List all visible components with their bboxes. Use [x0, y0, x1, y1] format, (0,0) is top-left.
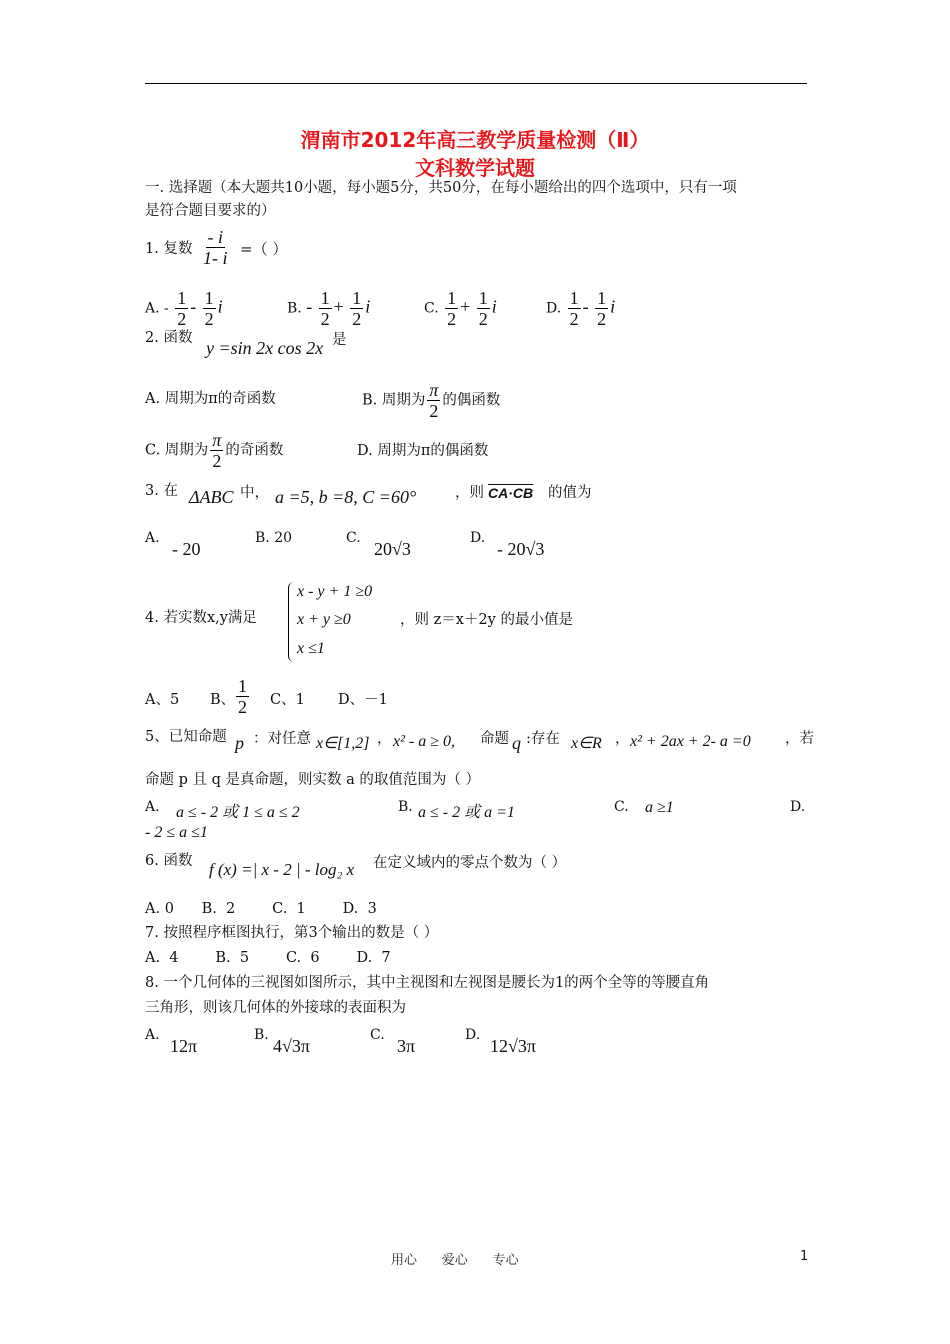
q3-option-a-label: A. [145, 530, 160, 546]
q2-option-c: C. 周期为 $\frac{\pi}{2}$ 的奇函数 [145, 430, 284, 471]
q5-option-c-label: C. [614, 799, 629, 815]
q4-option-d: D、－1 [338, 692, 388, 708]
q5-option-b-value: a ≤ - 2 或 a =1 [418, 804, 515, 821]
q4-stem: 4. 若实数x,y满足 [145, 610, 257, 626]
q5-comma-2: ， [615, 731, 630, 747]
q3-option-d-label: D. [470, 530, 486, 546]
q1-option-b: B. - $\frac{1}{2}$ + $\frac{1}{2}$ i [287, 288, 371, 329]
q5-p: p [235, 733, 244, 753]
q5-text-3: :存在 [526, 731, 560, 747]
header-rule [145, 83, 807, 84]
q8-option-c-value: 3π [397, 1036, 416, 1056]
q5-option-b-label: B. [398, 799, 413, 815]
q2-option-b: B. 周期为 $\frac{\pi}{2}$ 的偶函数 [362, 380, 501, 421]
exam-title: 渭南市2012年高三教学质量检测（Ⅱ） [300, 128, 650, 152]
q5-line-2: 命题 p 且 q 是真命题，则实数 a 的取值范围为（ ） [145, 772, 480, 788]
q1-stem: 1. 复数 [145, 241, 193, 257]
q3-option-b: B. 20 [255, 530, 293, 546]
q3-triangle: ΔABC [189, 487, 234, 507]
q1-fraction: $\frac{- i}{1- i}$ [203, 227, 228, 268]
q8-option-b-value: 4√3π [273, 1036, 310, 1056]
q5-comma: ， [377, 731, 392, 747]
q5-option-c-value: a ≥1 [645, 799, 674, 816]
q8-option-d-label: D. [465, 1027, 481, 1043]
q5-q: q [512, 733, 521, 753]
q3-mid: 中， [240, 485, 269, 501]
page-number: 1 [800, 1249, 809, 1264]
q2-stem: 2. 函数 [145, 330, 193, 346]
q4-tail: ，则 z＝x＋2y 的最小值是 [400, 612, 573, 628]
q5-option-a-label: A. [145, 799, 160, 815]
q6-tail: 在定义域内的零点个数为（ ） [373, 855, 567, 871]
q3-option-d-value: - 20√3 [497, 539, 545, 559]
q8-option-c-label: C. [370, 1027, 385, 1043]
q1-tail: =（ ） [240, 240, 288, 258]
q3-option-c-value: 20√3 [374, 539, 411, 559]
q3-tail: 的值为 [548, 485, 592, 501]
q4-option-b-label: B、 [210, 692, 236, 708]
q5-option-d-label: D. [790, 799, 806, 815]
q5-text-1: ：对任意 [253, 731, 311, 747]
q1-option-c: C. $\frac{1}{2}$ + $\frac{1}{2}$ i [424, 288, 497, 329]
q5-cond-3: x∈R [571, 735, 602, 752]
q8-option-d-value: 12√3π [490, 1036, 536, 1056]
q3-vector-product: CA·CB [488, 485, 534, 501]
q1-option-a: A. - $\frac{1}{2}$ - $\frac{1}{2}$ i [145, 288, 223, 329]
q2-option-a: A. 周期为π的奇函数 [145, 391, 276, 407]
section-instructions-2: 是符合题目要求的） [145, 203, 276, 219]
q8-line-2: 三角形，则该几何体的外接球的表面积为 [145, 1000, 406, 1016]
page-footer: 用心 爱心 专心 [391, 1253, 519, 1268]
q3-stem: 3. 在 [145, 483, 178, 499]
q3-then: ，则 [455, 485, 484, 501]
q6-options: A. 0 B. 2 C. 1 D. 3 [145, 901, 377, 917]
q4-option-a: A、5 [145, 692, 180, 708]
q4-option-b-value: $\frac{1}{2}$ [238, 676, 247, 717]
q4-brace [288, 582, 297, 662]
q5-text-2: 命题 [480, 731, 509, 747]
q8-option-a-label: A. [145, 1027, 160, 1043]
q5-cond-2: x² - a ≥ 0, [393, 733, 456, 750]
q4-constraint-1: x - y + 1 ≥0 [297, 583, 373, 600]
q6-stem: 6. 函数 [145, 853, 193, 869]
q5-option-d-value: - 2 ≤ a ≤1 [145, 824, 208, 841]
q3-option-c-label: C. [346, 530, 361, 546]
q4-constraint-2: x + y ≥0 [297, 611, 351, 628]
q4-option-c: C、1 [270, 692, 305, 708]
q5-cond-1: x∈[1,2] [316, 735, 370, 752]
section-instructions-1: 一. 选择题（本大题共10小题，每小题5分，共50分，在每小题给出的四个选项中，只有一项 [145, 180, 737, 196]
q3-option-a-value: - 20 [172, 539, 201, 559]
q3-values: a =5, b =8, C =60° [275, 487, 417, 507]
q7-stem: 7. 按照程序框图执行，第3个输出的数是（ ） [145, 925, 439, 941]
q2-tail: 是 [332, 332, 347, 348]
q5-stem: 5、已知命题 [145, 729, 227, 745]
q4-constraint-3: x ≤1 [297, 640, 325, 657]
q2-expression: y =sin 2x cos 2x [206, 338, 324, 358]
q2-option-d: D. 周期为π的偶函数 [357, 443, 489, 459]
q8-option-b-label: B. [254, 1027, 269, 1043]
q5-option-a-value: a ≤ - 2 或 1 ≤ a ≤ 2 [176, 804, 300, 821]
q5-text-4: ，若 [785, 731, 814, 747]
q6-expression: f (x) =| x - 2 | - log₂ x [209, 860, 355, 879]
q1-option-d: D. $\frac{1}{2}$ - $\frac{1}{2}$ i [546, 288, 616, 329]
exam-subtitle: 文科数学试题 [415, 156, 535, 180]
q7-options: A. 4 B. 5 C. 6 D. 7 [145, 950, 391, 966]
q8-option-a-value: 12π [170, 1036, 198, 1056]
q5-cond-4: x² + 2ax + 2- a =0 [630, 733, 751, 750]
q8-line-1: 8. 一个几何体的三视图如图所示，其中主视图和左视图是腰长为1的两个全等的等腰直角 [145, 975, 710, 991]
